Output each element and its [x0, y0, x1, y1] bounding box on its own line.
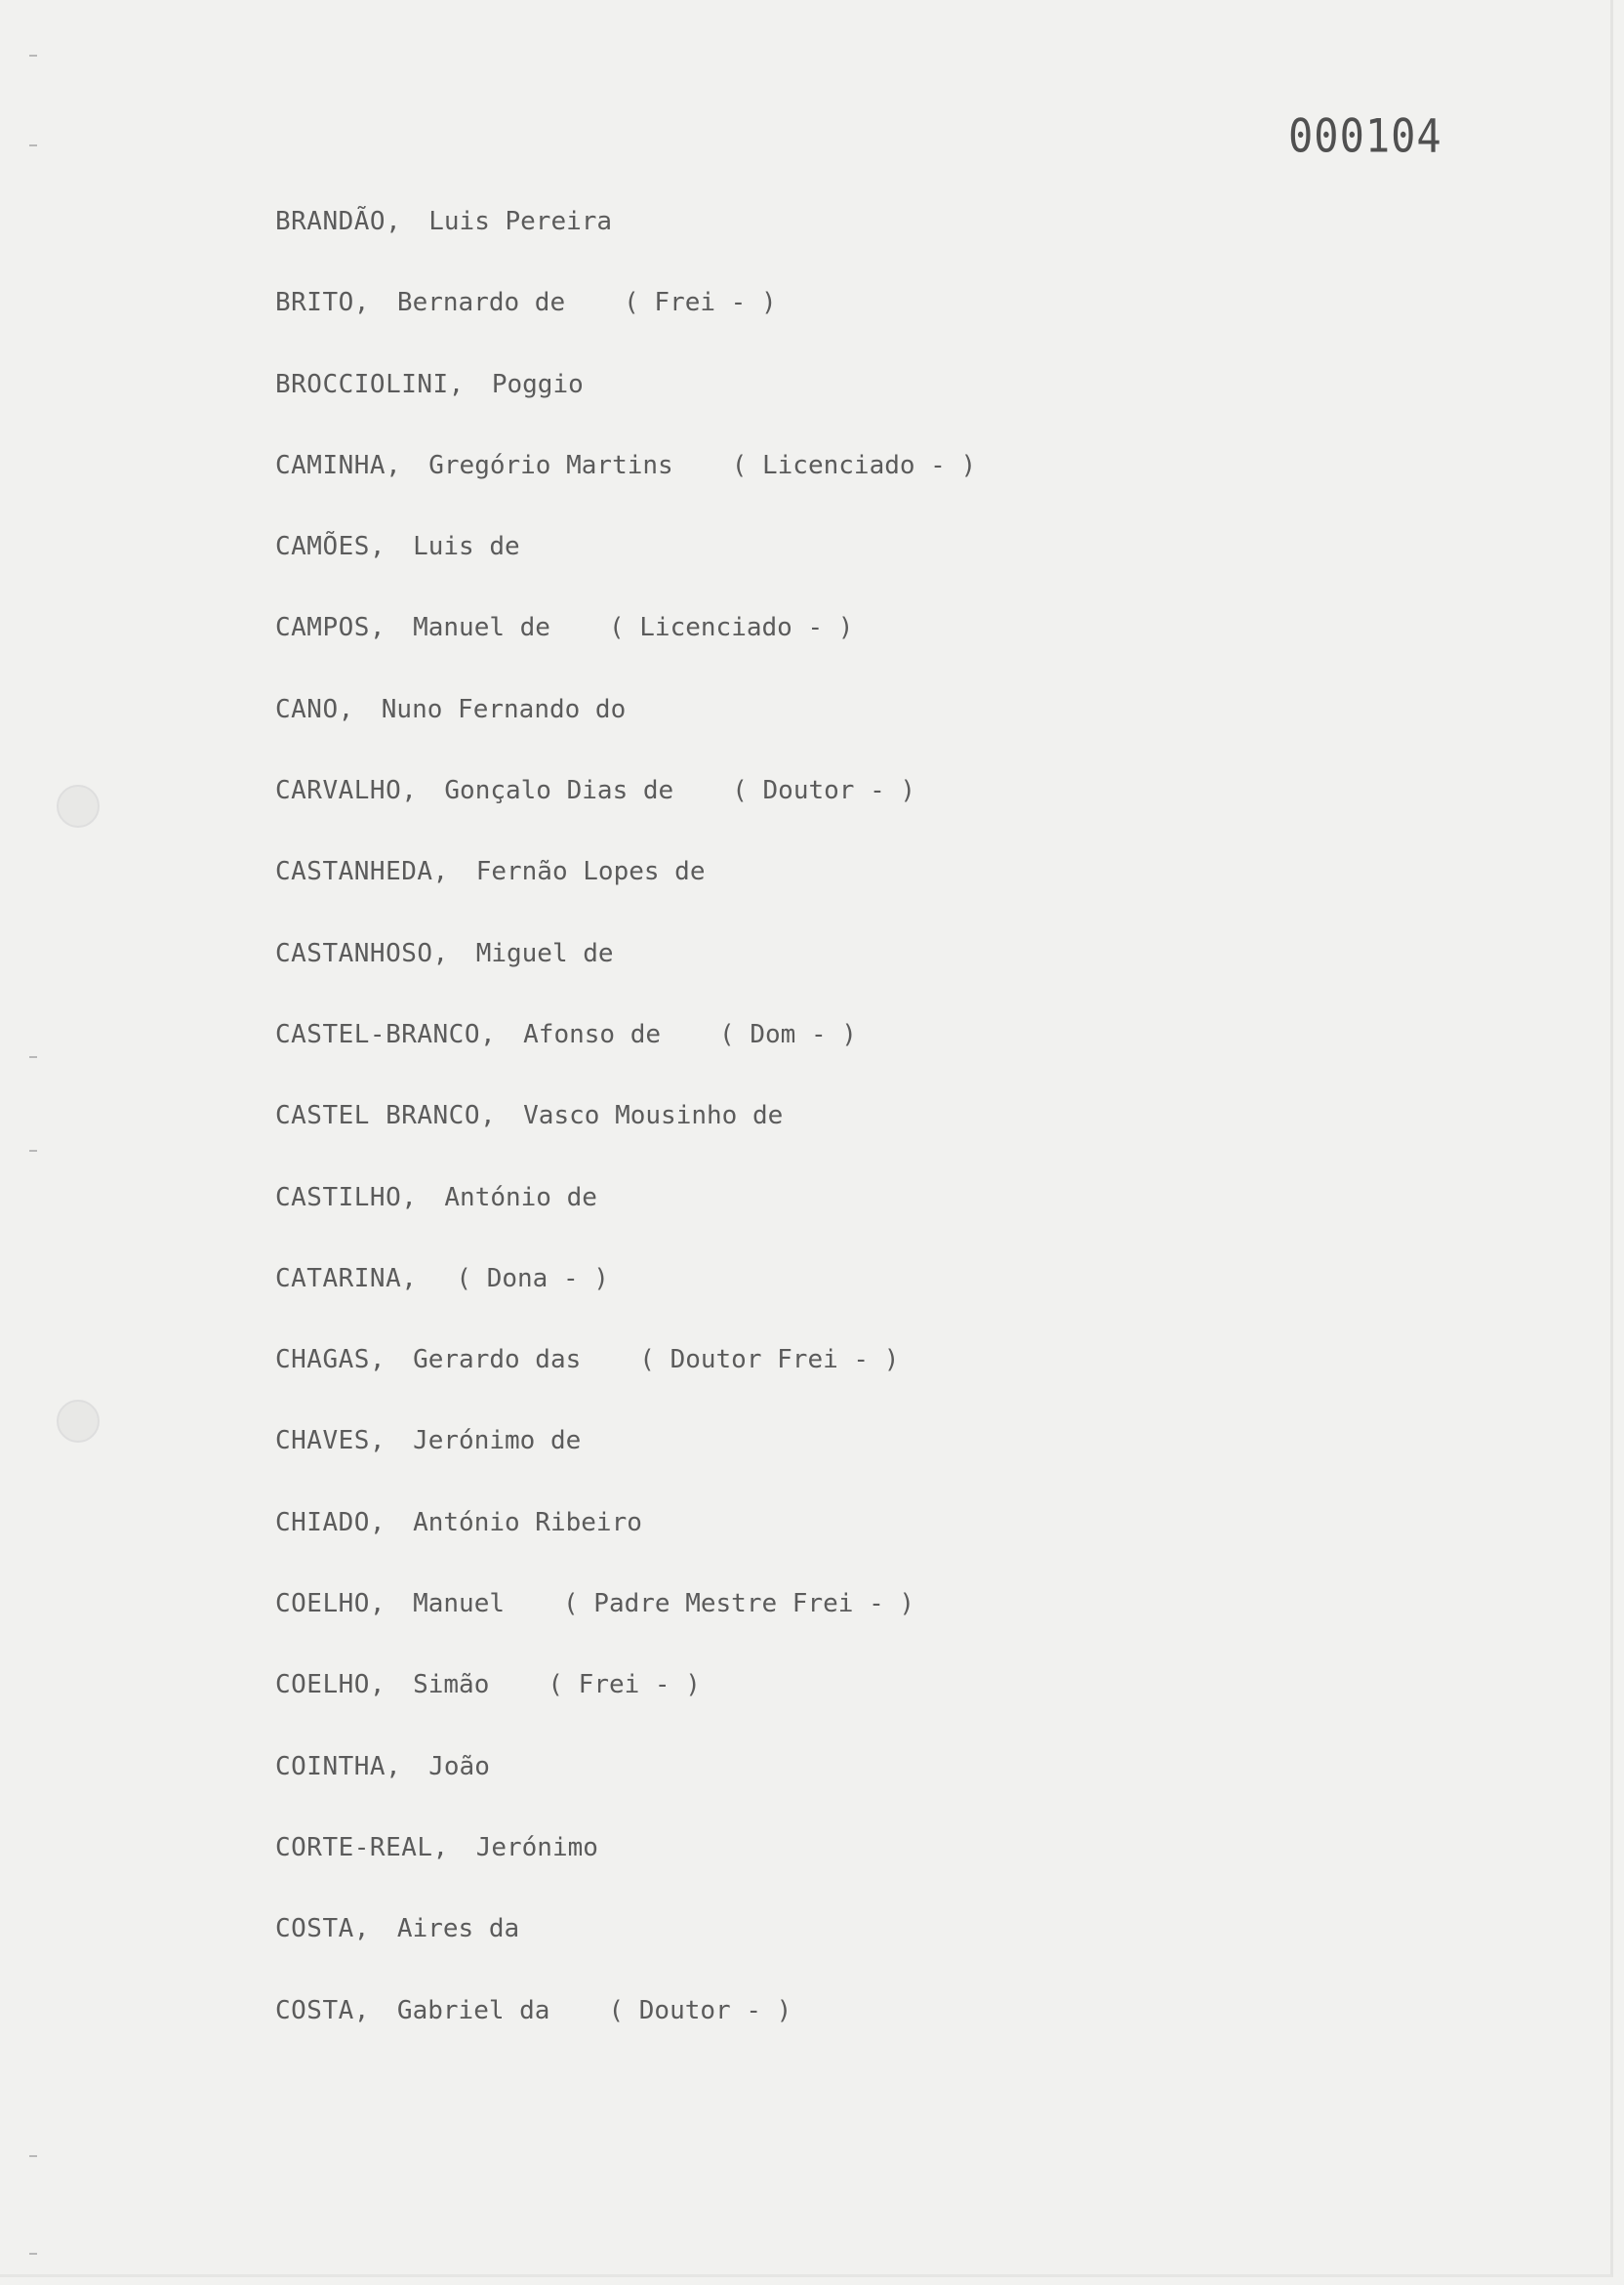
margin-mark: [29, 1150, 37, 1152]
entry-given-name: Gregório Martins: [428, 450, 673, 480]
list-item: [275, 606, 976, 687]
list-item: [275, 1907, 976, 1988]
entry-title-note: ( Padre Mestre Frei - ): [563, 1589, 915, 1619]
entry-surname: CASTILHO,: [275, 1182, 418, 1212]
list-item: [275, 281, 976, 362]
entry-given-name: Luis Pereira: [428, 207, 613, 236]
entry-surname: COSTA,: [275, 1995, 370, 2025]
entry-surname: CASTANHEDA,: [275, 857, 449, 887]
margin-mark: [29, 1056, 37, 1058]
punch-hole-bottom: [57, 1400, 100, 1443]
entry-surname: CORTE-REAL,: [275, 1832, 449, 1862]
entry-given-name: António Ribeiro: [413, 1507, 642, 1537]
list-item: [275, 769, 976, 850]
margin-mark: [29, 55, 37, 57]
entry-surname: BRANDÃO,: [275, 207, 402, 236]
entry-given-name: Jerónimo: [475, 1832, 598, 1862]
list-item: [275, 363, 976, 444]
entry-title-note: ( Doutor - ): [608, 1995, 792, 2025]
list-item: [275, 1094, 976, 1175]
entry-given-name: António de: [444, 1182, 597, 1212]
entry-surname: CHIADO,: [275, 1507, 386, 1537]
entry-title-note: ( Dona - ): [456, 1263, 609, 1293]
list-item: [275, 1419, 976, 1500]
entry-given-name: Nuno Fernando do: [381, 694, 627, 724]
entry-surname: CAMINHA,: [275, 450, 402, 480]
page-number: 000104: [1288, 109, 1442, 163]
entry-surname: CHAGAS,: [275, 1345, 386, 1375]
entry-title-note: ( Licenciado - ): [608, 613, 854, 643]
entry-title-note: ( Licenciado - ): [731, 450, 977, 480]
margin-mark: [29, 2155, 37, 2157]
entry-surname: CARVALHO,: [275, 776, 418, 806]
entry-given-name: Manuel: [413, 1589, 505, 1619]
list-item: [275, 850, 976, 931]
entry-given-name: Gerardo das: [413, 1345, 582, 1375]
entry-given-name: Jerónimo de: [413, 1426, 582, 1456]
entry-surname: COELHO,: [275, 1670, 386, 1700]
entry-given-name: João: [428, 1751, 490, 1781]
entry-surname: COSTA,: [275, 1914, 370, 1944]
entry-given-name: Aires da: [396, 1914, 520, 1944]
entry-surname: COINTHA,: [275, 1751, 402, 1781]
list-item: [275, 1013, 976, 1094]
entry-title-note: ( Frei - ): [624, 288, 777, 318]
list-item: [275, 1501, 976, 1582]
list-item: [275, 1176, 976, 1257]
entry-surname: CANO,: [275, 694, 354, 724]
entry-surname: BRITO,: [275, 288, 370, 318]
list-item: [275, 200, 976, 281]
entry-given-name: Gabriel da: [396, 1995, 550, 2025]
list-item: [275, 1338, 976, 1419]
entry-surname: COELHO,: [275, 1589, 386, 1619]
list-item: [275, 525, 976, 606]
entry-surname: CAMPOS,: [275, 613, 386, 643]
entry-surname: BROCCIOLINI,: [275, 369, 465, 399]
entry-surname: CHAVES,: [275, 1426, 386, 1456]
punch-hole-top: [57, 785, 100, 828]
list-item: [275, 1989, 976, 2070]
entry-title-note: ( Frei - ): [548, 1670, 701, 1700]
entry-given-name: Poggio: [491, 369, 584, 399]
author-index-list: [275, 200, 976, 2070]
entry-surname: CAMÕES,: [275, 532, 386, 562]
entry-surname: CASTEL BRANCO,: [275, 1101, 497, 1131]
list-item: [275, 1826, 976, 1907]
entry-given-name: Fernão Lopes de: [475, 857, 706, 887]
entry-given-name: Bernardo de: [396, 288, 566, 318]
entry-surname: CASTANHOSO,: [275, 938, 449, 968]
list-item: [275, 1745, 976, 1826]
entry-title-note: ( Doutor Frei - ): [639, 1345, 900, 1375]
entry-given-name: Miguel de: [475, 938, 614, 968]
entry-given-name: Luis de: [413, 532, 520, 562]
list-item: [275, 1257, 976, 1338]
margin-mark: [29, 144, 37, 146]
list-item: [275, 444, 976, 525]
entry-surname: CATARINA,: [275, 1263, 418, 1293]
entry-given-name: Afonso de: [523, 1019, 662, 1049]
entry-surname: CASTEL-BRANCO,: [275, 1019, 497, 1049]
entry-title-note: ( Doutor - ): [732, 776, 916, 806]
entry-title-note: ( Dom - ): [719, 1019, 857, 1049]
entry-given-name: Simão: [413, 1670, 490, 1700]
margin-mark: [29, 2253, 37, 2255]
entry-given-name: Manuel de: [413, 613, 550, 643]
entry-given-name: Vasco Mousinho de: [523, 1101, 784, 1131]
list-item: [275, 1582, 976, 1663]
list-item: [275, 688, 976, 769]
list-item: [275, 1663, 976, 1744]
list-item: [275, 932, 976, 1013]
entry-given-name: Gonçalo Dias de: [444, 776, 674, 806]
